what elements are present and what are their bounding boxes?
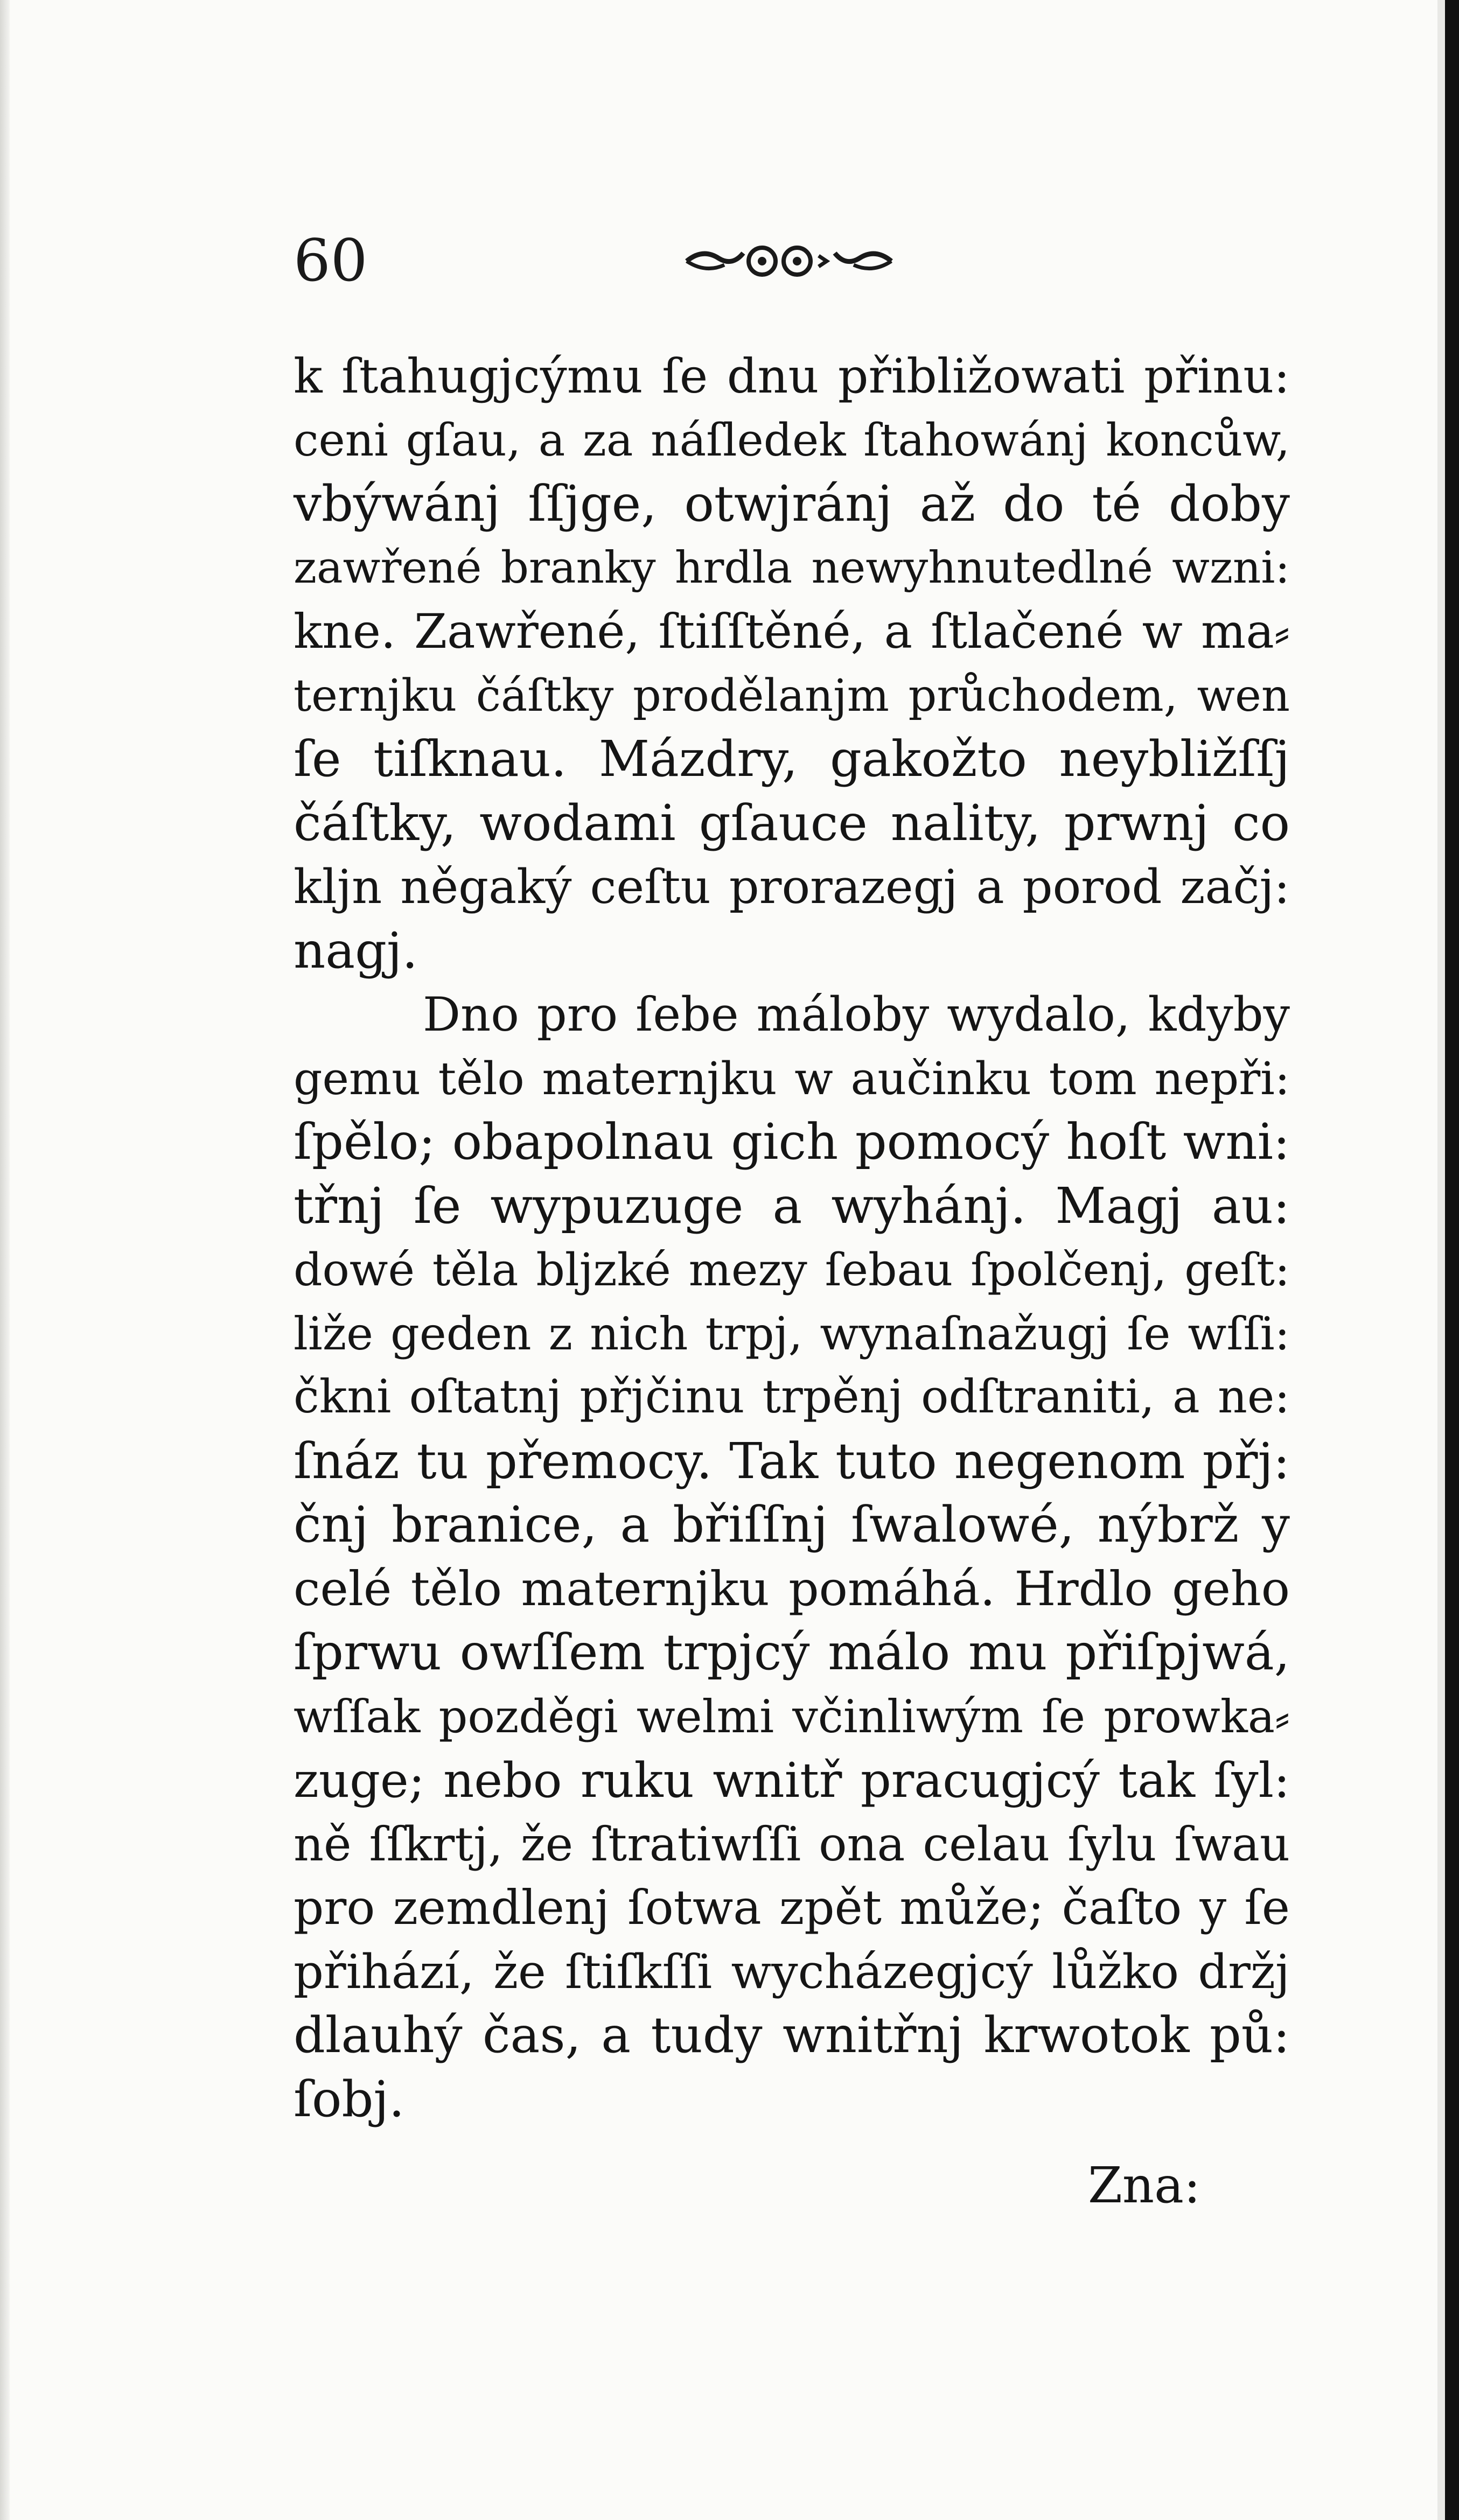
text-line: čkni oſtatnj přjčinu trpěnj odſtraniti, a ne: <box>294 1370 1290 1424</box>
text-line: ternjku čáſtky prodělanjm průchodem, wen <box>294 669 1290 722</box>
catchword: Zna: <box>1088 2157 1201 2214</box>
text-line: Dno pro ſebe máloby wydalo, kdyby <box>423 987 1290 1042</box>
text-line: wſſak pozděgi welmi včinliwým ſe prowka⸗ <box>294 1690 1290 1743</box>
text-line: přihází, že ſtiſkſſi wycházegjcý lůžko držj <box>294 1944 1290 1999</box>
text-line: ſpělo; obapolnau gich pomocý hoſt wni: <box>294 1113 1290 1171</box>
text-line: pro zemdlenj ſotwa zpět může; čaſto y ſe <box>294 1880 1290 1935</box>
text-line: celé tělo maternjku pomáhá. Hrdlo geho <box>294 1560 1290 1616</box>
text-line: ſe tiſknau. Mázdry, gakožto neybližſſj <box>294 730 1290 788</box>
text-line: čnj branice, a břiſſnj ſwalowé, nýbrž y <box>294 1496 1290 1553</box>
text-line: ceni gſau, a za náſledek ſtahowánj koncůw, <box>294 414 1290 466</box>
page-number: 60 <box>294 227 368 295</box>
page-gutter <box>1437 0 1445 2520</box>
page-left-edge <box>0 0 10 2520</box>
text-line: zawřené branky hrdla newyhnutedlné wzni: <box>294 542 1290 593</box>
book-spine-shadow <box>1445 0 1459 2520</box>
text-line: třnj ſe wypuzuge a wyhánj. Magj au: <box>294 1177 1290 1235</box>
text-line: ně ſſkrtj, že ſtratiwſſi ona celau ſylu ſwau <box>294 1816 1290 1872</box>
text-line: dlauhý čas, a tudy wnitřnj krwotok pů: <box>294 2006 1290 2064</box>
text-line: zuge; nebo ruku wnitř pracugjcý tak ſyl: <box>294 1752 1290 1808</box>
text-line: dowé těla bljzké mezy ſebau ſpolčenj, geſt: <box>294 1243 1290 1296</box>
text-line: ſprwu owſſem trpjcý málo mu přiſpjwá, <box>294 1623 1290 1681</box>
text-line: ſnáz tu přemocy. Tak tuto negenom přj: <box>294 1432 1290 1490</box>
text-line: klјn něgaký ceſtu prorazegj a porod začj: <box>294 859 1290 914</box>
text-line: k ſtahugjcýmu ſe dnu přibližowati přinu: <box>294 348 1290 404</box>
text-line: vbýwánj ſſjge, otwjránj až do té doby <box>294 475 1290 533</box>
text-line: čáſtky, wodami gſauce nality, prwnj co <box>294 794 1290 852</box>
text-line: liže geden z nich trpj, wynaſnažugj ſe wſſi: <box>294 1307 1290 1360</box>
body-text <box>294 345 1290 2131</box>
text-line: gemu tělo maternjku w aučinku tom nepři: <box>294 1052 1290 1105</box>
paragraph-2 <box>294 983 1290 2131</box>
page-header <box>294 226 1290 296</box>
text-line: nagj. <box>294 921 418 979</box>
text-line: ſobj. <box>294 2070 405 2128</box>
header-ornament-icon <box>681 237 897 285</box>
text-line: kne. Zawřené, ſtiſſtěné, a ſtlačené w ma⸗ <box>294 604 1290 659</box>
paragraph-1 <box>294 345 1290 983</box>
